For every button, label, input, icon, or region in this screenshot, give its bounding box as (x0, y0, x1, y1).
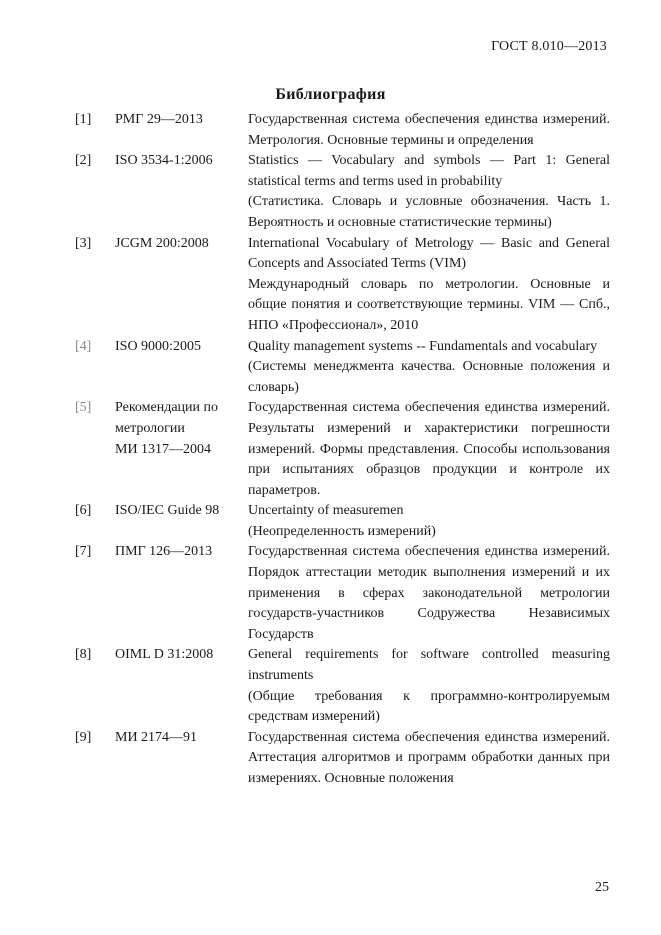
bibliography-list (75, 110, 610, 790)
entry-description-paragraph: Quality management systems -- Fundamentals and vocabulary (248, 338, 598, 354)
bibliography-entry (75, 542, 610, 645)
entry-number: [9] (75, 729, 92, 745)
entry-code (115, 398, 248, 501)
entry-code-line: РМГ 29—2013 (115, 112, 203, 127)
entry-description-paragraph: (Статистика. Словарь и условные обозначения. Часть 1. Вероятность и основные статистические термины) (248, 194, 610, 230)
bibliography-entry (75, 110, 610, 151)
entry-number: [7] (75, 544, 92, 560)
entry-number: [6] (75, 503, 92, 519)
entry-description (248, 501, 610, 542)
entry-description-paragraph: (Системы менеджмента качества. Основные положения и словарь) (248, 359, 610, 395)
entry-description (248, 542, 610, 645)
entry-description (248, 337, 610, 399)
entry-description (248, 151, 610, 233)
entry-code (115, 645, 248, 727)
entry-description-paragraph: Международный словарь по метрологии. Основные и общие понятия и соответствующие термины. VIM — Спб., НПО «Профессионал», 2010 (248, 276, 610, 333)
entry-code-line: ПМГ 126—2013 (115, 544, 213, 560)
entry-code (115, 151, 248, 233)
entry-description-paragraph: Государственная система обеспечения единства измерений. Результаты измерений и характеристики погрешности измерений. Формы представления. Способы использования при испытаниях образцов продукции и контроле их параметров. (248, 400, 610, 498)
bibliography-entry (75, 501, 610, 542)
page-number: 25 (595, 880, 609, 895)
bibliography-entry (75, 398, 610, 501)
entry-number: [4] (75, 338, 92, 354)
entry-code-line: ISO 9000:2005 (115, 338, 201, 354)
bibliography-entry (75, 151, 610, 233)
entry-description-paragraph: Statistics — Vocabulary and symbols — Part 1: General statistical terms and terms used in probability (248, 153, 610, 189)
entry-number: [2] (75, 153, 92, 169)
entry-code (115, 110, 248, 151)
entry-code-line: JCGM 200:2008 (115, 235, 209, 251)
entry-number: [5] (75, 400, 92, 416)
entry-code-line: Рекомендации по (115, 400, 219, 416)
entry-description (248, 398, 610, 501)
entry-code (115, 501, 248, 542)
entry-description-paragraph: (Общие требования к программно-контролируемым средствам измерений) (248, 688, 610, 725)
entry-description (248, 234, 610, 337)
bibliography-entry (75, 234, 610, 337)
entry-code-line: ISO 3534-1:2006 (115, 153, 213, 169)
entry-description-paragraph: International Vocabulary of Metrology — Basic and General Concepts and Associated Terms (VIM) (248, 235, 610, 272)
entry-code-line: МИ 1317—2004 (115, 441, 212, 457)
bibliography-entry (75, 728, 610, 790)
entry-description (248, 110, 610, 151)
entry-description-paragraph: General requirements for software controlled measuring instruments (248, 647, 610, 684)
entry-code-line: OIML D 31:2008 (115, 647, 214, 663)
page-title: Библиография (275, 86, 386, 103)
entry-description (248, 728, 610, 790)
entry-description-paragraph: Государственная система обеспечения единства измерений. Аттестация алгоритмов и программ обработки данных при измерениях. Основные положения (248, 729, 610, 786)
entry-description-paragraph: (Неопределенность измерений) (248, 523, 436, 539)
entry-code (115, 542, 248, 645)
entry-code (115, 234, 248, 337)
entry-description-paragraph: Государственная система обеспечения единства измерений. Метрология. Основные термины и определения (248, 112, 610, 148)
bibliography-entry (75, 337, 610, 399)
entry-code (115, 337, 248, 399)
entry-description (248, 645, 610, 727)
entry-description-paragraph: Государственная система обеспечения единства измерений. Порядок аттестации методик выполнения измерений и их применения в сферах законодательной метрологии государств-участников Содружества Независимых Государств (248, 544, 610, 642)
entry-number: [1] (75, 112, 92, 127)
document-header: ГОСТ 8.010—2013 (491, 39, 607, 54)
entry-code-line: ISO/IEC Guide 98 (115, 503, 220, 519)
entry-description-paragraph: Uncertainty of measuremen (248, 503, 404, 519)
entry-code-line: метрологии (115, 420, 185, 436)
entry-code (115, 728, 248, 790)
bibliography-entry (75, 645, 610, 727)
entry-number: [3] (75, 235, 92, 251)
entry-code-line: МИ 2174—91 (115, 729, 198, 745)
entry-number: [8] (75, 647, 92, 663)
